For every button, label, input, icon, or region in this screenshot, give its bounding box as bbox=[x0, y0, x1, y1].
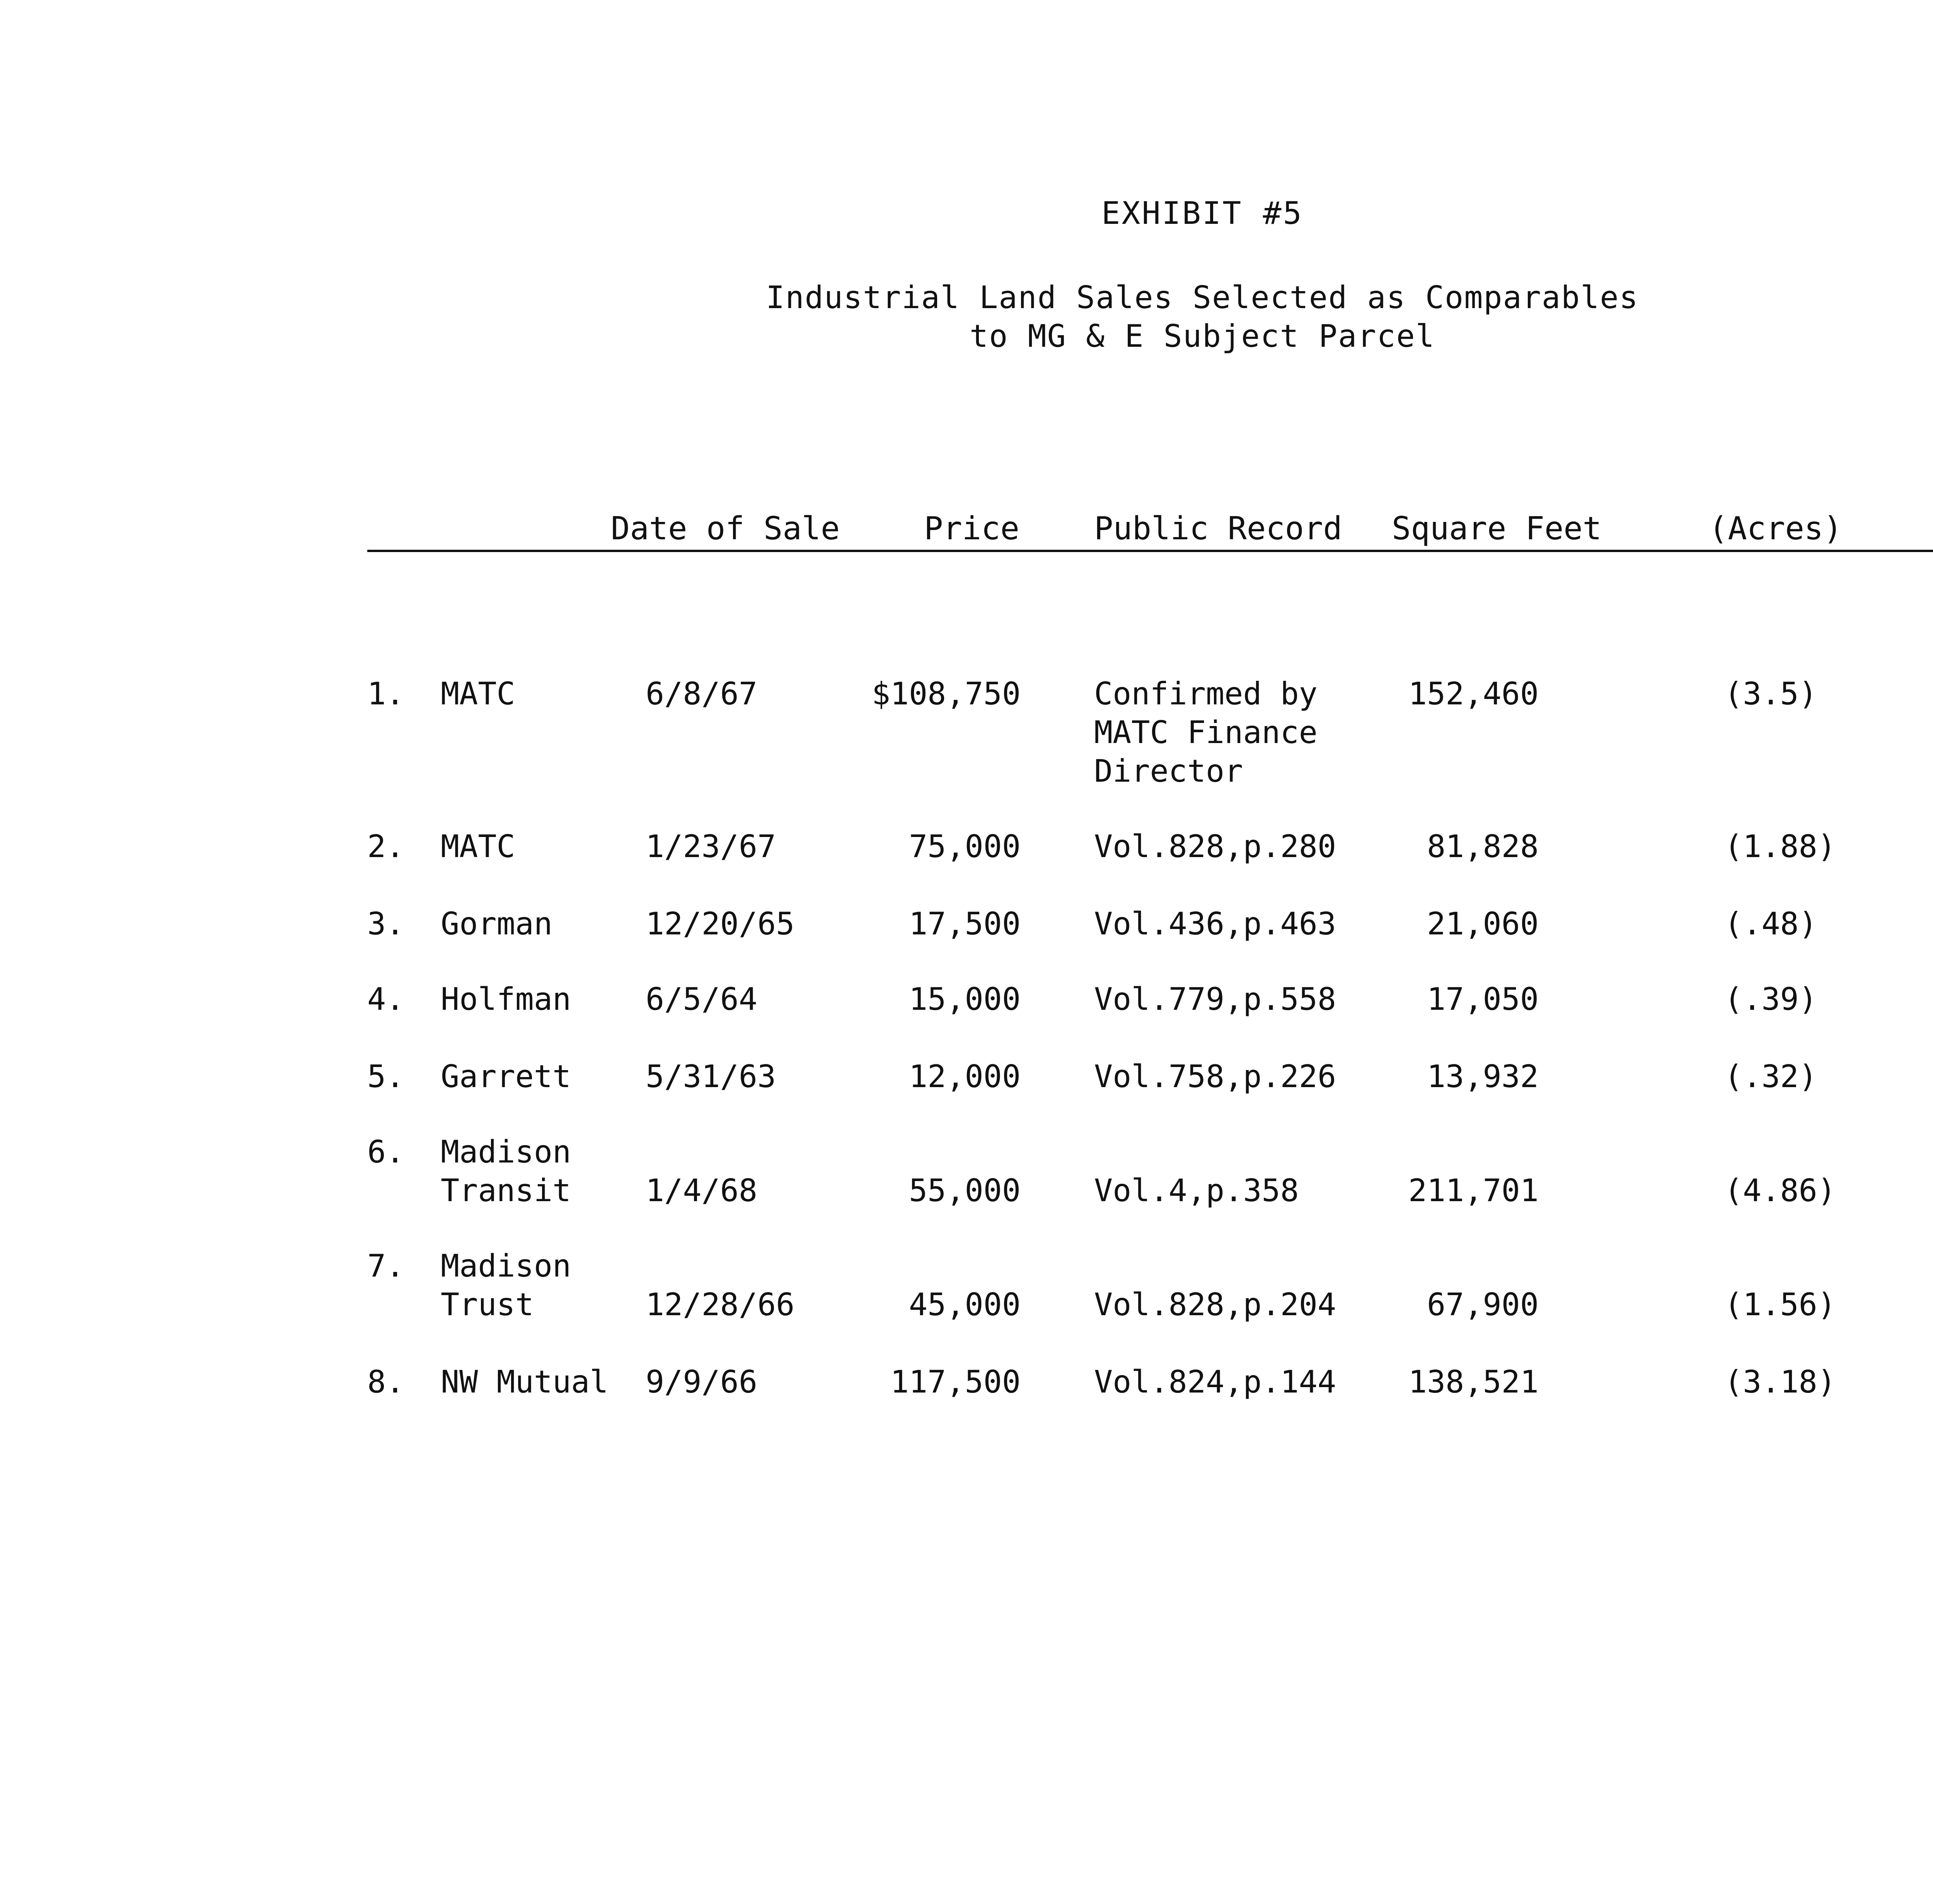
row-name-line: Madison bbox=[441, 1248, 571, 1284]
row-name bbox=[441, 1133, 571, 1210]
row-number: 8. bbox=[367, 1364, 405, 1400]
row-public-record bbox=[1094, 675, 1318, 791]
row-name-line: Transit bbox=[441, 1173, 571, 1209]
record-line: Vol.824,p.144 bbox=[1094, 1364, 1336, 1400]
record-line: Vol.4,p.358 bbox=[1094, 1173, 1299, 1209]
row-acres: (1.88) bbox=[1724, 828, 1836, 864]
row-acres: (4.86) bbox=[1724, 1173, 1836, 1209]
row-square-feet: 138,521 bbox=[1408, 1364, 1539, 1400]
row-name-line: Gorman bbox=[441, 906, 552, 942]
row-name bbox=[441, 1057, 571, 1096]
row-date: 1/23/67 bbox=[646, 828, 776, 864]
row-square-feet: 21,060 bbox=[1427, 906, 1539, 942]
header-price: Price bbox=[924, 510, 1019, 547]
row-public-record bbox=[1094, 905, 1336, 943]
row-name bbox=[441, 1247, 571, 1324]
record-line: Vol.828,p.280 bbox=[1094, 828, 1336, 864]
row-price: 55,000 bbox=[909, 1173, 1021, 1209]
row-acres: (3.18) bbox=[1724, 1364, 1836, 1400]
row-price: 117,500 bbox=[890, 1364, 1021, 1400]
row-public-record bbox=[1094, 1057, 1336, 1096]
row-number: 1. bbox=[367, 676, 405, 712]
subtitle-line-1: Industrial Land Sales Selected as Comparables bbox=[766, 280, 1639, 315]
row-date: 12/28/66 bbox=[646, 1287, 795, 1323]
row-number: 3. bbox=[367, 906, 405, 942]
row-name-line: Holfman bbox=[441, 981, 571, 1017]
row-public-record bbox=[1094, 980, 1336, 1019]
row-price: $108,750 bbox=[871, 676, 1021, 712]
document-subtitle bbox=[0, 278, 1933, 356]
row-name bbox=[441, 1363, 608, 1401]
record-line: Vol.436,p.463 bbox=[1094, 906, 1336, 942]
row-name-line: MATC bbox=[441, 828, 515, 864]
row-acres: (.32) bbox=[1724, 1059, 1817, 1094]
subtitle-line-2: to MG & E Subject Parcel bbox=[970, 318, 1435, 354]
row-price: 75,000 bbox=[909, 828, 1021, 864]
row-name-line: Garrett bbox=[441, 1059, 571, 1094]
row-public-record bbox=[1094, 1171, 1299, 1210]
row-acres: (.39) bbox=[1724, 981, 1817, 1017]
record-line: MATC Finance bbox=[1094, 714, 1318, 750]
row-public-record bbox=[1094, 827, 1336, 866]
row-date: 12/20/65 bbox=[646, 906, 795, 942]
row-name bbox=[441, 980, 571, 1019]
header-square-feet: Square Feet bbox=[1392, 510, 1602, 547]
record-line: Confirmed by bbox=[1094, 676, 1318, 712]
record-line: Vol.779,p.558 bbox=[1094, 981, 1336, 1017]
row-date: 9/9/66 bbox=[646, 1364, 757, 1400]
record-line: Vol.758,p.226 bbox=[1094, 1059, 1336, 1094]
row-public-record bbox=[1094, 1285, 1336, 1324]
row-date: 1/4/68 bbox=[646, 1173, 757, 1209]
row-square-feet: 17,050 bbox=[1427, 981, 1539, 1017]
row-square-feet: 152,460 bbox=[1408, 676, 1539, 712]
table-header bbox=[367, 506, 1933, 551]
exhibit-title: EXHIBIT #5 bbox=[1101, 195, 1303, 231]
row-name bbox=[441, 675, 515, 713]
header-date-of-sale: Date of Sale bbox=[611, 510, 840, 547]
row-square-feet: 81,828 bbox=[1427, 828, 1539, 864]
record-line: Director bbox=[1094, 753, 1243, 789]
row-square-feet: 13,932 bbox=[1427, 1059, 1539, 1094]
header-acres: (Acres) bbox=[1709, 510, 1843, 547]
row-number: 7. bbox=[367, 1248, 405, 1284]
row-date: 5/31/63 bbox=[646, 1059, 776, 1094]
row-name bbox=[441, 905, 552, 943]
comparables-table bbox=[367, 506, 1933, 1400]
row-acres: (1.56) bbox=[1724, 1287, 1836, 1323]
row-price: 17,500 bbox=[909, 906, 1021, 942]
row-name-line: MATC bbox=[441, 676, 515, 712]
header-public-record: Public Record bbox=[1094, 510, 1342, 547]
row-name bbox=[441, 827, 515, 866]
row-name-line: NW Mutual bbox=[441, 1364, 609, 1400]
row-acres: (3.5) bbox=[1724, 676, 1817, 712]
row-price: 12,000 bbox=[909, 1059, 1021, 1094]
row-name-line: Madison bbox=[441, 1134, 571, 1170]
row-price: 15,000 bbox=[909, 981, 1021, 1017]
row-square-feet: 67,900 bbox=[1427, 1287, 1539, 1323]
row-date: 6/5/64 bbox=[646, 981, 757, 1017]
row-price: 45,000 bbox=[909, 1287, 1021, 1323]
record-line: Vol.828,p.204 bbox=[1094, 1287, 1336, 1323]
row-number: 2. bbox=[367, 828, 405, 864]
row-number: 4. bbox=[367, 981, 405, 1017]
row-square-feet: 211,701 bbox=[1408, 1173, 1539, 1209]
row-number: 6. bbox=[367, 1134, 405, 1170]
row-number: 5. bbox=[367, 1059, 405, 1094]
row-acres: (.48) bbox=[1724, 906, 1817, 942]
header-rule bbox=[367, 550, 1933, 552]
row-date: 6/8/67 bbox=[646, 676, 757, 712]
row-name-line: Trust bbox=[441, 1287, 534, 1323]
row-public-record bbox=[1094, 1363, 1336, 1401]
